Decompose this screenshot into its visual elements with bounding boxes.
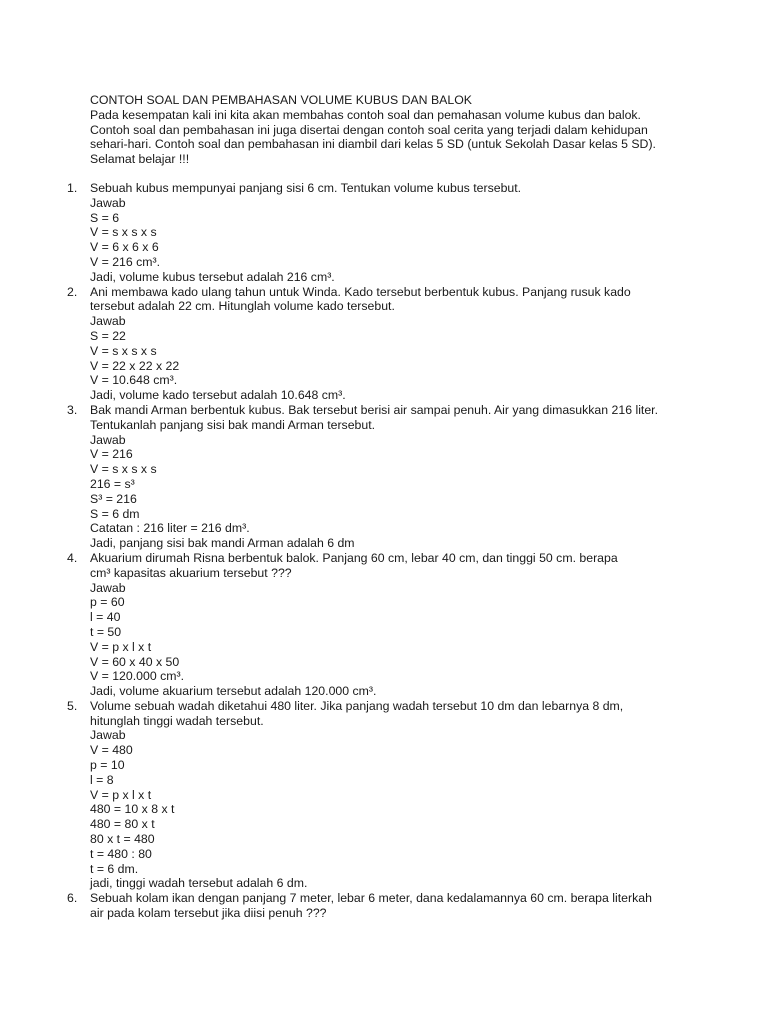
solution-line: Jadi, panjang sisi bak mandi Arman adalah 6 dm xyxy=(90,536,355,551)
document-header xyxy=(90,93,710,167)
intro-line: Contoh soal dan pembahasan ini juga disertai dengan contoh soal cerita yang terjadi dalam kehidupan xyxy=(90,122,648,137)
solution-line: Jadi, volume akuarium tersebut adalah 120.000 cm³. xyxy=(90,684,377,699)
solution-line: p = 60 xyxy=(90,595,125,610)
solution-line: Catatan : 216 liter = 216 dm³. xyxy=(90,521,250,536)
solution-line: V = s x s x s xyxy=(90,462,157,477)
problem-item xyxy=(67,403,707,551)
solution-line: V = 216 xyxy=(90,447,133,462)
solution-line: V = s x s x s xyxy=(90,225,157,240)
solution-line: V = 120.000 cm³. xyxy=(90,669,184,684)
solution-line: tersebut adalah 22 cm. Hitunglah volume kado tersebut. xyxy=(90,299,395,314)
document-title: CONTOH SOAL DAN PEMBAHASAN VOLUME KUBUS DAN BALOK xyxy=(90,93,472,107)
problem-number: 4. xyxy=(67,550,78,565)
solution-line: Jawab xyxy=(90,195,126,210)
problem-number: 1. xyxy=(67,181,78,195)
problem-item xyxy=(67,699,707,891)
problem-list xyxy=(67,181,707,921)
problem-question: Ani membawa kado ulang tahun untuk Winda. Kado tersebut berbentuk kubus. Panjang rusuk kado xyxy=(90,284,631,299)
solution-line: Jawab xyxy=(90,432,126,447)
problem-number: 3. xyxy=(67,402,78,417)
solution-line: Tentukanlah panjang sisi bak mandi Arman tersebut. xyxy=(90,417,376,432)
solution-line: t = 480 : 80 xyxy=(90,846,152,861)
problem-question: Akuarium dirumah Risna berbentuk balok. Panjang 60 cm, lebar 40 cm, dan tinggi 50 cm. berapa xyxy=(90,550,618,565)
intro-line: sehari-hari. Contoh soal dan pembahasan ini diambil dari kelas 5 SD (untuk Sekolah Dasar kelas 5 SD). xyxy=(90,137,656,152)
problem-item xyxy=(67,285,707,403)
solution-line: 216 = s³ xyxy=(90,476,135,491)
problem-question: Volume sebuah wadah diketahui 480 liter. Jika panjang wadah tersebut 10 dm dan lebarnya 8 dm, xyxy=(90,698,624,713)
solution-line: p = 10 xyxy=(90,758,125,773)
solution-line: S = 6 dm xyxy=(90,506,140,521)
solution-line: V = 60 x 40 x 50 xyxy=(90,654,180,669)
solution-line: cm³ kapasitas akuarium tersebut ??? xyxy=(90,565,292,580)
solution-line: V = p x l x t xyxy=(90,639,152,654)
intro-line: Selamat belajar !!! xyxy=(90,152,190,167)
problem-number: 2. xyxy=(67,284,78,299)
problem-item xyxy=(67,891,707,921)
solution-line: l = 40 xyxy=(90,610,121,625)
solution-line: V = p x l x t xyxy=(90,787,152,802)
solution-line: jadi, tinggi wadah tersebut adalah 6 dm. xyxy=(90,876,308,891)
problem-question: Sebuah kubus mempunyai panjang sisi 6 cm. Tentukan volume kubus tersebut. xyxy=(90,181,522,195)
problem-item xyxy=(67,551,707,699)
problem-number: 6. xyxy=(67,891,78,906)
solution-line: Jadi, volume kado tersebut adalah 10.648 cm³. xyxy=(90,388,346,403)
solution-line: V = 216 cm³. xyxy=(90,254,161,269)
solution-line: l = 8 xyxy=(90,772,114,787)
solution-line: t = 6 dm. xyxy=(90,861,139,876)
solution-line: air pada kolam tersebut jika diisi penuh ??? xyxy=(90,906,327,921)
solution-line: V = 22 x 22 x 22 xyxy=(90,358,180,373)
solution-line: hitunglah tinggi wadah tersebut. xyxy=(90,713,264,728)
solution-line: V = s x s x s xyxy=(90,343,157,358)
solution-line: S = 6 xyxy=(90,210,120,225)
solution-line: Jawab xyxy=(90,580,126,595)
problem-question: Bak mandi Arman berbentuk kubus. Bak tersebut berisi air sampai penuh. Air yang dimasukkan 216 liter. xyxy=(90,402,659,417)
solution-line: 480 = 10 x 8 x t xyxy=(90,802,175,817)
problem-item xyxy=(67,181,707,285)
solution-line: S³ = 216 xyxy=(90,491,137,506)
solution-line: V = 480 xyxy=(90,743,133,758)
solution-line: Jawab xyxy=(90,728,126,743)
solution-line: V = 10.648 cm³. xyxy=(90,373,178,388)
solution-line: Jawab xyxy=(90,314,126,329)
solution-line: t = 50 xyxy=(90,624,122,639)
intro-line: Pada kesempatan kali ini kita akan membahas contoh soal dan pemahasan volume kubus dan balok. xyxy=(90,107,641,122)
problem-question: Sebuah kolam ikan dengan panjang 7 meter, lebar 6 meter, dana kedalamannya 60 cm. berapa literkah xyxy=(90,891,652,906)
problem-number: 5. xyxy=(67,698,78,713)
solution-line: 480 = 80 x t xyxy=(90,817,155,832)
solution-line: 80 x t = 480 xyxy=(90,832,155,847)
solution-line: S = 22 xyxy=(90,328,126,343)
solution-line: V = 6 x 6 x 6 xyxy=(90,240,159,255)
solution-line: Jadi, volume kubus tersebut adalah 216 cm³. xyxy=(90,269,335,284)
